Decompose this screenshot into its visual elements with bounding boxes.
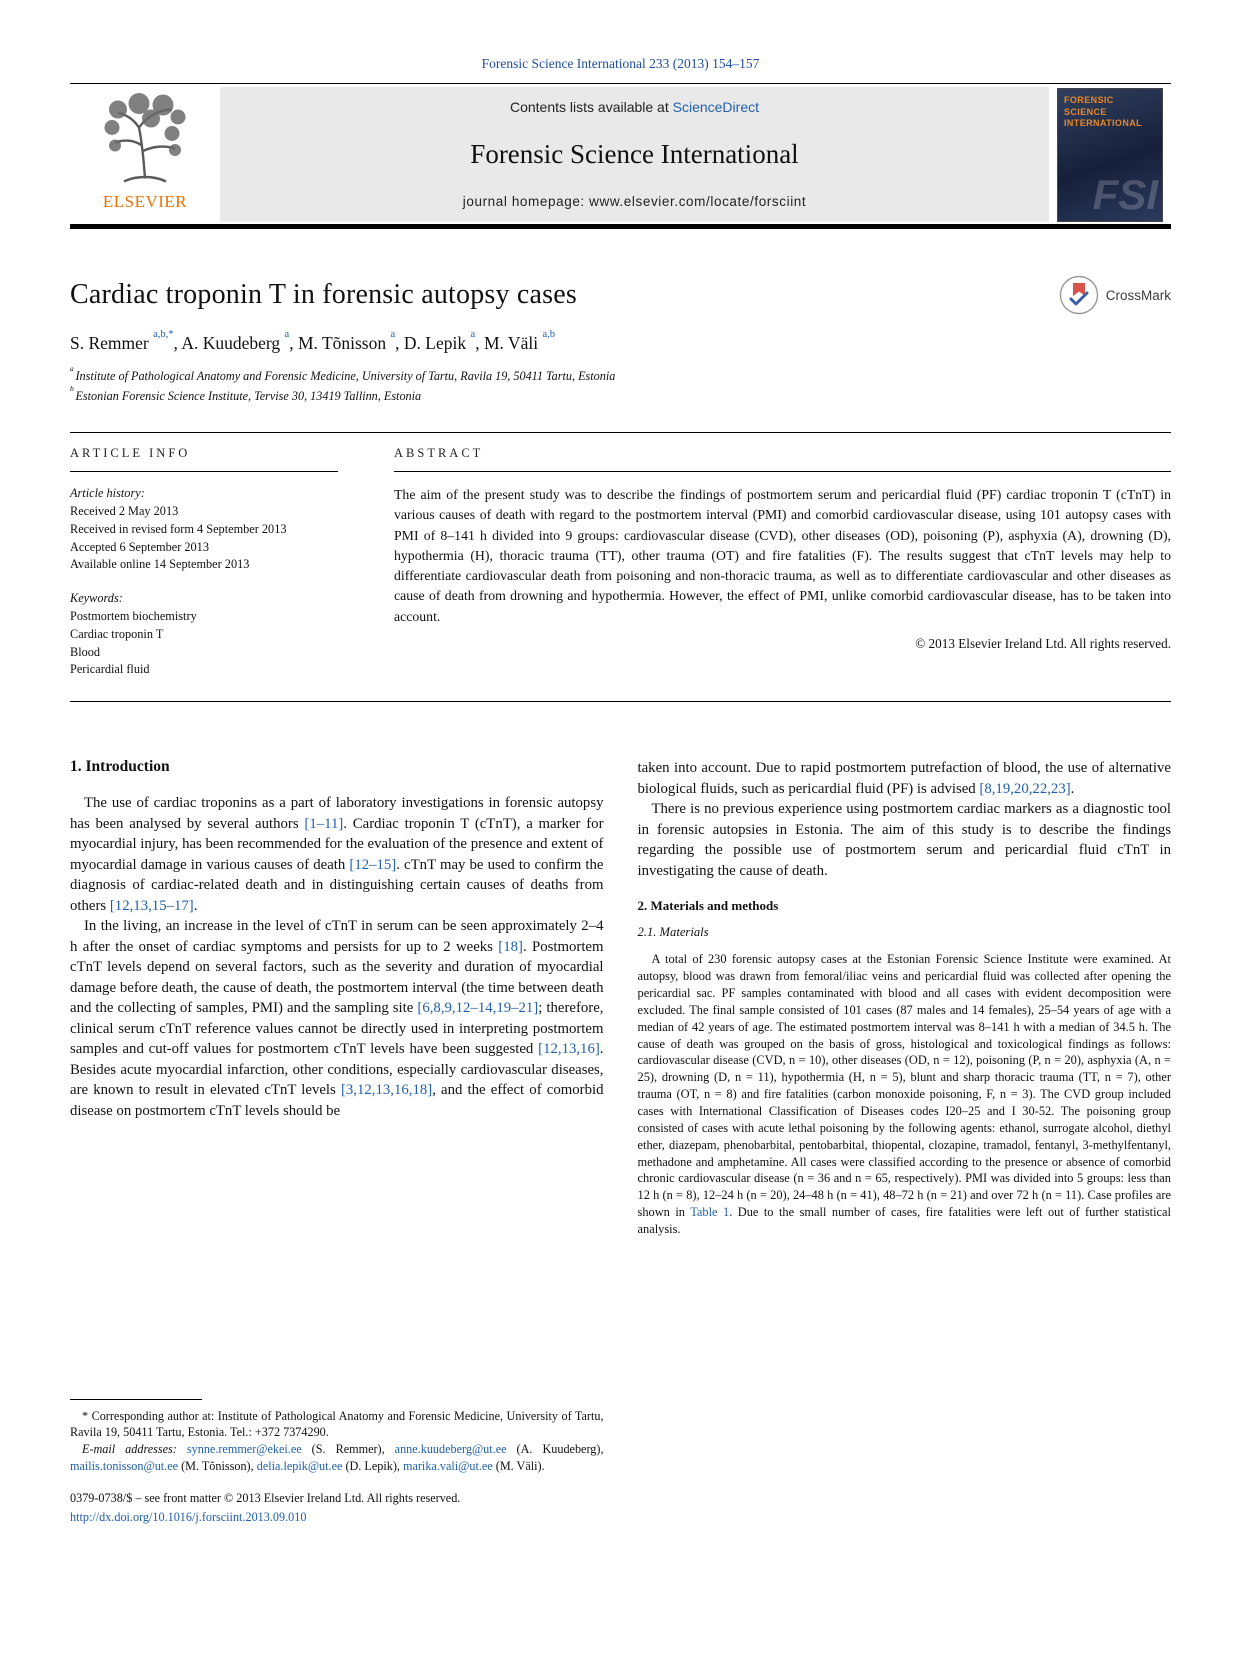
journal-banner [70,83,1171,222]
email-link[interactable]: delia.lepik@ut.ee [256,1458,343,1473]
citation-link[interactable]: [12–15] [349,856,397,873]
article-info-heading: ARTICLE INFO [70,433,338,472]
abstract-heading: ABSTRACT [394,433,1171,472]
section-heading-introduction: 1. Introduction [70,758,170,776]
email-link[interactable]: mailis.tonisson@ut.ee [70,1458,179,1473]
body-columns [70,758,1171,1526]
left-column [70,758,604,1526]
journal-citation: Forensic Science International 233 (2013) 154–157 [481,56,760,71]
contents-line [510,99,759,115]
materials-paragraph: A total of 230 forensic autopsy cases at the Estonian Forensic Science Institute were examined. At autopsy, blood was drawn from femoral/iliac veins and pericardial fluid was collected after opening the pericardial sac. PF samples contaminated with blood and all cases with evident decomposition were excluded. The final sample consisted of 101 cases (87 males and 14 females), 25–54 years of age with a median of 42 years of age. The estimated postmortem interval was 8–141 h with a median of 34.5 h. The cause of death was grouped on the basis of gross, histological and toxicological findings as follows: cardiovascular disease (CVD, n = 10), other diseases (OD, n = 12), poisoning (P, n = 20), asphyxia (A, n = 25), drowning (D, n = 11), hypothermia (H, n = 5), blunt and sharp thoracic trauma (TT, n = 7), other trauma (OT, n = 8) and fire fatalities (carbon monoxide poisoning, F, n = 3). The CVD group included cases with International Classification of Diseases codes I20–25 and I 30-52. The poisoning group consisted of cases with acute lethal poisoning by the following agents: ethanol, surrogate alcohol, diethyl ether, diazepam, phenobarbital, pentobarbital, thiopental, clozapine, tramadol, fentanyl, 3-methylfentanyl, methadone and amphetamine. All cases were classified according to the presence or absence of comorbid chronic cardiovascular disease (n = 36 and n = 65, respectively). PMI was divided into 5 groups: less than 12 h (n = 8), 12–24 h (n = 20), 24–48 h (n = 41), 48–72 h (n = 21) and over 72 h (n = 11). Case profiles are shown in Table 1. Due to the small number of cases, fire fatalities were left out of further statistical analysis. [637,952,1171,1236]
citation-link[interactable]: [12,13,16] [538,1041,600,1058]
doi-link[interactable]: http://dx.doi.org/10.1016/j.forsciint.2013.09.010 [70,1510,307,1525]
email-link[interactable]: anne.kuudeberg@ut.ee [394,1441,507,1456]
affiliation-ref-link[interactable]: a,b,* [153,328,174,340]
citation-link[interactable]: [18] [498,938,523,955]
corresponding-author-note: * Corresponding author at: Institute of Pathological Anatomy and Forensic Medicine, University of Tartu, Ravila 19, 50411 Tartu, Estonia. Tel.: +372 7374290. [70,1408,604,1440]
citation-link[interactable]: [12,13,15–17] [109,897,194,914]
affiliation-ref-link[interactable]: a,b [542,328,555,340]
email-addresses-note: E-mail addresses: synne.remmer@ekei.ee (S. Remmer), anne.kuudeberg@ut.ee (A. Kuudeberg), mailis.tonisson@ut.ee (M. Tõnisson), delia.lepik@ut.ee (D. Lepik), marika.vali@ut.ee (M. Väli). [70,1441,604,1473]
abstract-text: The aim of the present study was to describe the findings of postmortem serum and pericardial fluid (PF) cardiac troponin T (cTnT) in various causes of death with regard to the postmortem interval (PMI) and comorbid cardiovascular disease, using 101 autopsy cases with PMI of 8–141 h divided into 9 groups: cardiovascular disease (CVD), other diseases (OD), poisoning (P), asphyxia (A), drowning (D), hypothermia (H), thoracic trauma (TT), other trauma (OT) and fire fatalities (F). The results suggest that cTnT levels may help to differentiate cardiovascular death from poisoning and non-thoracic trauma, as well as to differentiate cardiovascular and other diseases as cause of death from drowning and hypothermia. However, the effect of PMI, unlike comorbid cardiovascular disease, has to be taken into account. [394,487,1171,624]
journal-title: Forensic Science International [470,139,799,169]
history-item: Accepted 6 September 2013 [70,539,209,554]
elsevier-wordmark: ELSEVIER [102,192,188,211]
right-column [638,758,1172,1526]
section-heading-methods: 2. Materials and methods [637,898,779,914]
affiliation-b: $^b$ Estonian Forensic Science Institute, Tervise 30, 13419 Tallinn, Estonia [70,383,422,403]
intro-paragraph-1: The use of cardiac troponins as a part of laboratory investigations in forensic autopsy has been analysed by several authors [1–11]. Cardiac troponin T (cTnT), a marker for myocardial injury, has been recommended for the evaluation of the presence and extent of myocardial damage in various causes of death [12–15]. cTnT may be used to confirm the diagnosis of cardiac-related death and in distinguishing certain causes of deaths from others [12,13,15–17]. [70,795,604,914]
abstract-column [394,433,1171,679]
subsection-heading-materials: 2.1. Materials [637,925,709,940]
aim-paragraph: There is no previous experience using postmortem cardiac markers as a diagnostic tool in forensic autopsies in Estonia. The aim of this study is to describe the findings regarding the possible use of postmortem serum and pericardial fluid cTnT in investigating the cause of death. [637,801,1171,879]
copyright-line: © 2013 Elsevier Ireland Ltd. All rights reserved. [915,636,1171,651]
affiliation-a: $^a$ Institute of Pathological Anatomy and Forensic Medicine, University of Tartu, Ravila 19, 50411 Tartu, Estonia [70,364,616,383]
contents-line-text: Contents lists available at [509,99,673,115]
author-list: S. Remmer $^{a,b,*}$, A. Kuudeberg $^a$, M. Tõnisson $^a$, D. Lepik $^a$, M. Väli $^{a,b}$ [70,328,555,353]
citation-link[interactable]: [8,19,20,22,23] [979,780,1071,797]
keyword-item: Postmortem biochemistry [70,609,197,623]
affiliation-ref-link[interactable]: a [284,328,290,340]
sciencedirect-link[interactable]: ScienceDirect [672,99,759,115]
article-title: Cardiac troponin T in forensic autopsy cases [70,279,577,310]
banner-divider [70,224,1171,229]
keyword-item: Cardiac troponin T [70,626,164,641]
journal-cover-area [1049,87,1171,222]
journal-cover-image [1057,88,1163,222]
history-item: Received in revised form 4 September 2013 [70,521,287,536]
continuation-paragraph: taken into account. Due to rapid postmortem putrefaction of blood, the use of alternative biological fluids, such as pericardial fluid (PF) is advised [8,19,20,22,23]. [637,760,1171,797]
crossmark-label: CrossMark [1105,287,1171,303]
table-link[interactable]: Table 1 [690,1205,730,1220]
elsevier-logo [70,87,220,222]
citation-link[interactable]: [1–11] [304,815,344,832]
journal-cover-watermark: FSI [1092,171,1158,218]
email-link[interactable]: marika.vali@ut.ee [402,1458,493,1473]
citation-link[interactable]: [6,8,9,12–14,19–21] [417,1000,539,1017]
footnote-rule [70,1399,202,1400]
article-info-column [70,433,338,679]
history-item: Available online 14 September 2013 [70,557,250,572]
affiliation-ref-link[interactable]: a [390,328,396,340]
keywords-label: Keywords: [70,591,123,606]
keyword-item: Pericardial fluid [70,662,150,677]
crossmark-icon [1059,275,1099,315]
issn-copyright-line: 0379-0738/$ – see front matter © 2013 Elsevier Ireland Ltd. All rights reserved. [70,1491,461,1506]
footnote-block [70,1399,604,1527]
affiliation-ref-link[interactable]: a [470,328,476,340]
elsevier-tree-icon [97,91,193,191]
intro-paragraph-2: In the living, an increase in the level of cTnT in serum can be seen approximately 2–4 h after the onset of cardiac symptoms and persists for up to 2 weeks [18]. Postmortem cTnT levels depend on several factors, such as the severity and duration of myocardial damage before death, the cause of death, the postmortem interval (the time between death and the collecting of samples, PMI) and the sampling site [6,8,9,12–14,19–21]; therefore, clinical serum cTnT reference values cannot be directly used in interpreting postmortem samples and cut-off values for postmortem cTnT levels have been suggested [12,13,16]. Besides acute myocardial infarction, other conditions, especially cardiovascular diseases, are known to result in elevated cTnT levels [3,12,13,16,18], and the effect of comorbid disease on postmortem cTnT levels should be [70,918,604,1119]
banner-center [220,87,1049,222]
keyword-item: Blood [70,644,101,659]
affiliations [70,364,1171,406]
journal-homepage-link[interactable]: journal homepage: www.elsevier.com/locate/forsciint [462,194,807,209]
journal-cover-title: FORENSIC SCIENCE INTERNATIONAL [1064,95,1143,129]
citation-link[interactable]: [3,12,13,16,18] [340,1082,433,1099]
email-link[interactable]: synne.remmer@ekei.ee [186,1441,302,1456]
history-item: Received 2 May 2013 [70,503,179,518]
article-history-label: Article history: [70,486,145,501]
info-abstract-section [70,432,1171,702]
crossmark-badge[interactable] [1059,275,1171,315]
